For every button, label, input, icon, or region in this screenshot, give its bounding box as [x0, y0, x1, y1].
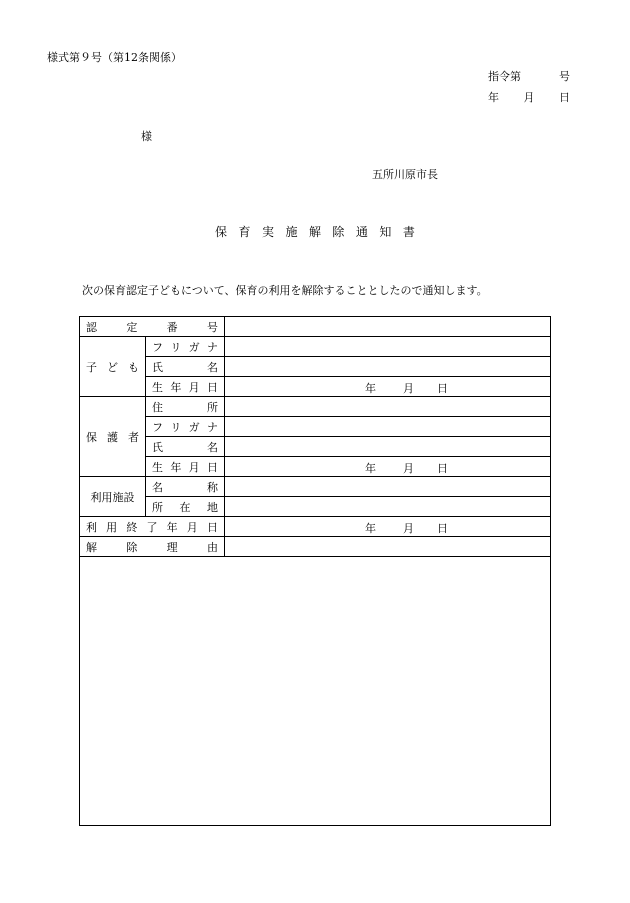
- guardian-furigana-label: [146, 417, 225, 437]
- label-char: 所: [152, 500, 163, 514]
- label-char: 年: [170, 460, 182, 474]
- label-char: 解: [86, 540, 97, 554]
- label-char: 育: [238, 225, 251, 239]
- spread-label: [152, 419, 218, 435]
- label-char: 除: [332, 225, 345, 239]
- end-date-row: [80, 517, 551, 537]
- child-birthdate-row: [80, 377, 551, 397]
- issuer-name: 五所川原市長: [372, 168, 438, 181]
- label-char: 名: [152, 480, 163, 494]
- number-label: 号: [559, 70, 570, 83]
- cert-number-label: [80, 317, 225, 337]
- label-char: 日: [206, 380, 218, 394]
- label-char: 称: [207, 480, 218, 494]
- label-char: 定: [126, 320, 138, 334]
- date-day-label: 日: [437, 462, 448, 475]
- label-char: 生: [152, 380, 163, 394]
- facility-name-value[interactable]: [225, 477, 551, 497]
- form-number: 様式第９号（第12条関係）: [47, 51, 182, 64]
- label-char: 月: [188, 460, 200, 474]
- child-furigana-value[interactable]: [225, 337, 551, 357]
- date-month-label: 月: [403, 462, 414, 475]
- guardian-name-value[interactable]: [225, 437, 551, 457]
- label-char: 了: [146, 520, 158, 534]
- guardian-name-row: [80, 437, 551, 457]
- day-label: 日: [559, 91, 570, 104]
- end-date-value[interactable]: [225, 517, 551, 537]
- guardian-birthdate-label: [146, 457, 225, 477]
- spread-label: [152, 499, 218, 515]
- spread-label: [86, 519, 218, 535]
- date-day-label: 日: [437, 382, 448, 395]
- label-char: 知: [379, 225, 392, 239]
- reason-body-row: [80, 557, 551, 826]
- label-char: 解: [308, 225, 321, 239]
- label-char: 生: [152, 460, 163, 474]
- guardian-address-row: [80, 397, 551, 417]
- date-day-label: 日: [437, 522, 448, 535]
- guardian-group-label: [80, 397, 146, 477]
- date-month-label: 月: [403, 522, 414, 535]
- label-char: 利: [86, 520, 97, 534]
- reason-label-row: [80, 537, 551, 557]
- label-char: 地: [207, 500, 218, 514]
- label-char: ガ: [188, 420, 200, 434]
- spread-label: [152, 359, 218, 375]
- child-birthdate-value[interactable]: [225, 377, 551, 397]
- guardian-birthdate-row: [80, 457, 551, 477]
- label-char: 日: [206, 460, 218, 474]
- label-char: 月: [188, 380, 200, 394]
- facility-name-label: [146, 477, 225, 497]
- facility-location-label: [146, 497, 225, 517]
- guardian-name-label: [146, 437, 225, 457]
- guardian-furigana-row: [80, 417, 551, 437]
- spread-label: [152, 339, 218, 355]
- label-char: 保: [86, 430, 97, 444]
- label-char: 子: [86, 360, 97, 374]
- notice-table: [79, 316, 551, 826]
- label-char: フ: [152, 420, 163, 434]
- guardian-address-value[interactable]: [225, 397, 551, 417]
- label-char: 用: [106, 520, 118, 534]
- label-char: 書: [402, 225, 415, 239]
- document-title-chars: [215, 223, 415, 240]
- facility-location-value[interactable]: [225, 497, 551, 517]
- label-char: 保: [215, 225, 228, 239]
- issue-date-line: [488, 89, 570, 105]
- directive-number-line: [488, 68, 570, 84]
- date-year-label: 年: [365, 462, 376, 475]
- label-char: ど: [107, 360, 118, 374]
- label-char: 氏: [152, 360, 163, 374]
- child-name-value[interactable]: [225, 357, 551, 377]
- label-char: 終: [126, 520, 138, 534]
- guardian-birthdate-value[interactable]: [225, 457, 551, 477]
- label-char: 理: [166, 540, 178, 554]
- cert-number-row: [80, 317, 551, 337]
- label-char: ガ: [188, 340, 200, 354]
- label-char: 年: [170, 380, 182, 394]
- year-label: 年: [488, 91, 499, 104]
- child-name-label: [146, 357, 225, 377]
- child-name-row: [80, 357, 551, 377]
- spread-label: [152, 439, 218, 455]
- intro-text: 次の保育認定子どもについて、保育の利用を解除することとしたので通知します。: [82, 284, 488, 297]
- label-char: 住: [152, 400, 163, 414]
- spread-label: [86, 359, 139, 375]
- recipient-honorific: 様: [141, 130, 152, 143]
- end-date-label: [80, 517, 225, 537]
- label-char: ナ: [206, 420, 218, 434]
- label-char: 者: [128, 430, 139, 444]
- label-char: 日: [206, 520, 218, 534]
- label-char: 氏: [152, 440, 163, 454]
- cert-number-value[interactable]: [225, 317, 551, 337]
- label-char: 番: [166, 320, 178, 334]
- label-char: 年: [166, 520, 178, 534]
- month-label: 月: [523, 91, 535, 104]
- reason-text-area[interactable]: [80, 557, 551, 826]
- label-char: 名: [207, 440, 218, 454]
- reason-header-blank: [225, 537, 551, 557]
- label-char: も: [128, 360, 139, 374]
- label-char: 護: [107, 430, 118, 444]
- label-char: ナ: [206, 340, 218, 354]
- child-furigana-row: [80, 337, 551, 357]
- spread-label: [86, 539, 218, 555]
- label-char: 名: [207, 360, 218, 374]
- label-char: 通: [355, 225, 368, 239]
- guardian-address-label: [146, 397, 225, 417]
- label-char: 施: [285, 225, 298, 239]
- spread-label: [152, 479, 218, 495]
- date-year-label: 年: [365, 382, 376, 395]
- directive-label: 指令第: [488, 70, 521, 83]
- label-char: 認: [86, 320, 97, 334]
- spread-label: [86, 429, 139, 445]
- label-char: 号: [206, 320, 218, 334]
- date-month-label: 月: [403, 382, 414, 395]
- child-group-label: [80, 337, 146, 397]
- reason-label: [80, 537, 225, 557]
- label-char: 月: [186, 520, 198, 534]
- label-char: 由: [206, 540, 218, 554]
- child-furigana-label: [146, 337, 225, 357]
- spread-label: [86, 319, 218, 335]
- label-char: フ: [152, 340, 163, 354]
- facility-location-row: [80, 497, 551, 517]
- label-char: 在: [179, 500, 191, 514]
- facility-name-row: [80, 477, 551, 497]
- label-char: 実: [261, 225, 274, 239]
- label-char: 所: [207, 400, 218, 414]
- label-char: 除: [126, 540, 138, 554]
- date-year-label: 年: [365, 522, 376, 535]
- spread-label: [152, 459, 218, 475]
- label-char: リ: [170, 420, 182, 434]
- spread-label: [152, 379, 218, 395]
- child-birthdate-label: [146, 377, 225, 397]
- document-title: [215, 223, 415, 240]
- facility-group-label: 利用施設: [80, 477, 146, 517]
- guardian-furigana-value[interactable]: [225, 417, 551, 437]
- label-char: リ: [170, 340, 182, 354]
- spread-label: [152, 399, 218, 415]
